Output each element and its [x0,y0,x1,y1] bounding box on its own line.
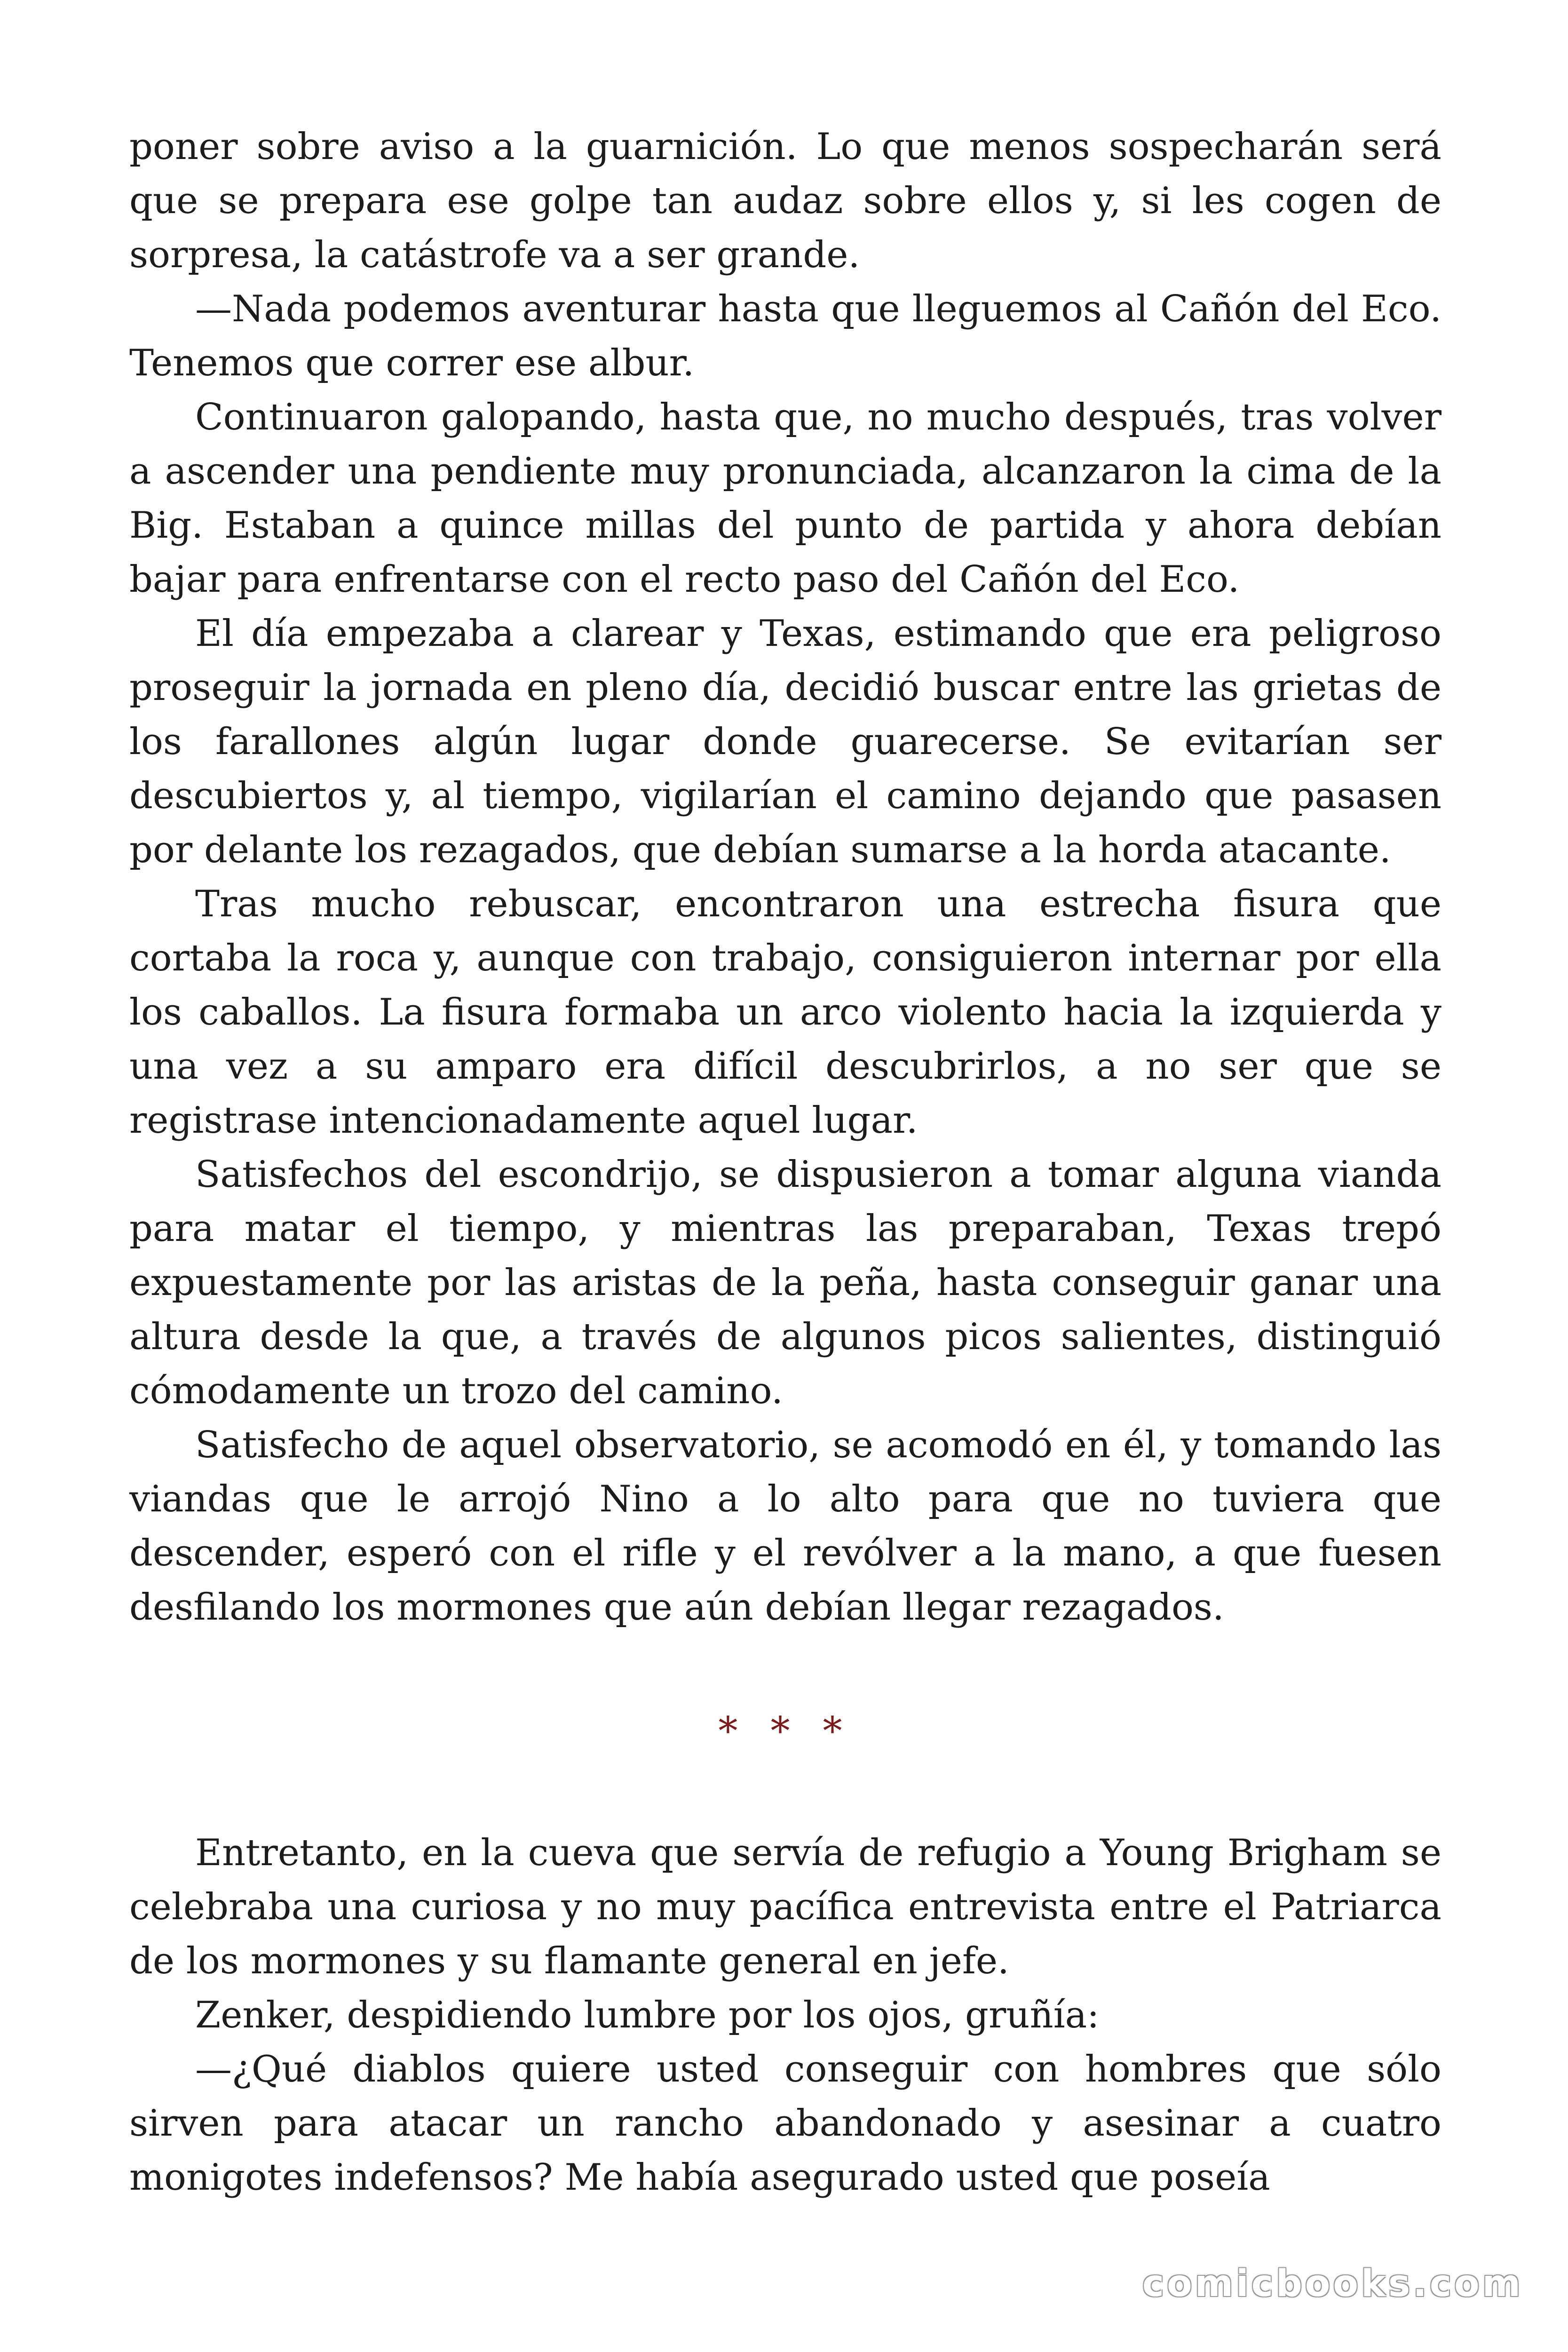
paragraph: Zenker, despidiendo lumbre por los ojos, gruñía: [195,1994,1100,2036]
watermark-logo: comicbooks.com [1142,2263,1523,2305]
paragraph: Continuaron galopando, hasta que, no mucho después, tras volver a ascender una pendiente muy pronunciada, alcanzaron la cima de la Big. Estaban a quince millas del punto de partida y ahora debían bajar para enfrentarse con el recto paso del Cañón del Eco. [129,396,1441,601]
paragraph: Entretanto, en la cueva que servía de refugio a Young Brigham se celebraba una curiosa y no muy pacífica entrevista entre el Patriarca de los mormones y su flamante general en jefe. [129,1832,1441,1982]
text-block-after-separator [129,1826,1441,2205]
text-block-before-separator [129,120,1441,1635]
section-separator: * * * [718,1709,853,1754]
paragraph: Satisfechos del escondrijo, se dispusieron a tomar alguna vianda para matar el tiempo, y mientras las preparaban, Texas trepó expuestamente por las aristas de la peña, hasta conseguir ganar una altura desde la que, a través de algunos picos salientes, distinguió cómodamente un trozo del camino. [129,1153,1441,1412]
paragraph: poner sobre aviso a la guarnición. Lo que menos sospecharán será que se prepara ese golpe tan audaz sobre ellos y, si les cogen de sorpresa, la catástrofe va a ser grande. [129,126,1441,276]
paragraph: —Nada podemos aventurar hasta que lleguemos al Cañón del Eco. Tenemos que correr ese albur. [129,288,1441,384]
paragraph: —¿Qué diablos quiere usted conseguir con hombres que sólo sirven para atacar un rancho abandonado y asesinar a cuatro monigotes indefensos? Me había asegurado usted que poseía [129,2048,1441,2199]
paragraph: El día empezaba a clarear y Texas, estimando que era peligroso proseguir la jornada en pleno día, decidió buscar entre las grietas de los farallones algún lugar donde guarecerse. Se evitarían ser descubiertos y, al tiempo, vigilarían el camino dejando que pasasen por delante los rezagados, que debían sumarse a la horda atacante. [129,612,1441,871]
paragraph: Tras mucho rebuscar, encontraron una estrecha fisura que cortaba la roca y, aunque con trabajo, consiguieron internar por ella los caballos. La fisura formaba un arco violento hacia la izquierda y una vez a su amparo era difícil descubrirlos, a no ser que se registrase intencionadamente aquel lugar. [129,883,1441,1142]
page-body [129,120,1441,2205]
paragraph: Satisfecho de aquel observatorio, se acomodó en él, y tomando las viandas que le arrojó Nino a lo alto para que no tuviera que descender, esperó con el rifle y el revólver a la mano, a que fuesen desfilando los mormones que aún debían llegar rezagados. [129,1424,1441,1629]
